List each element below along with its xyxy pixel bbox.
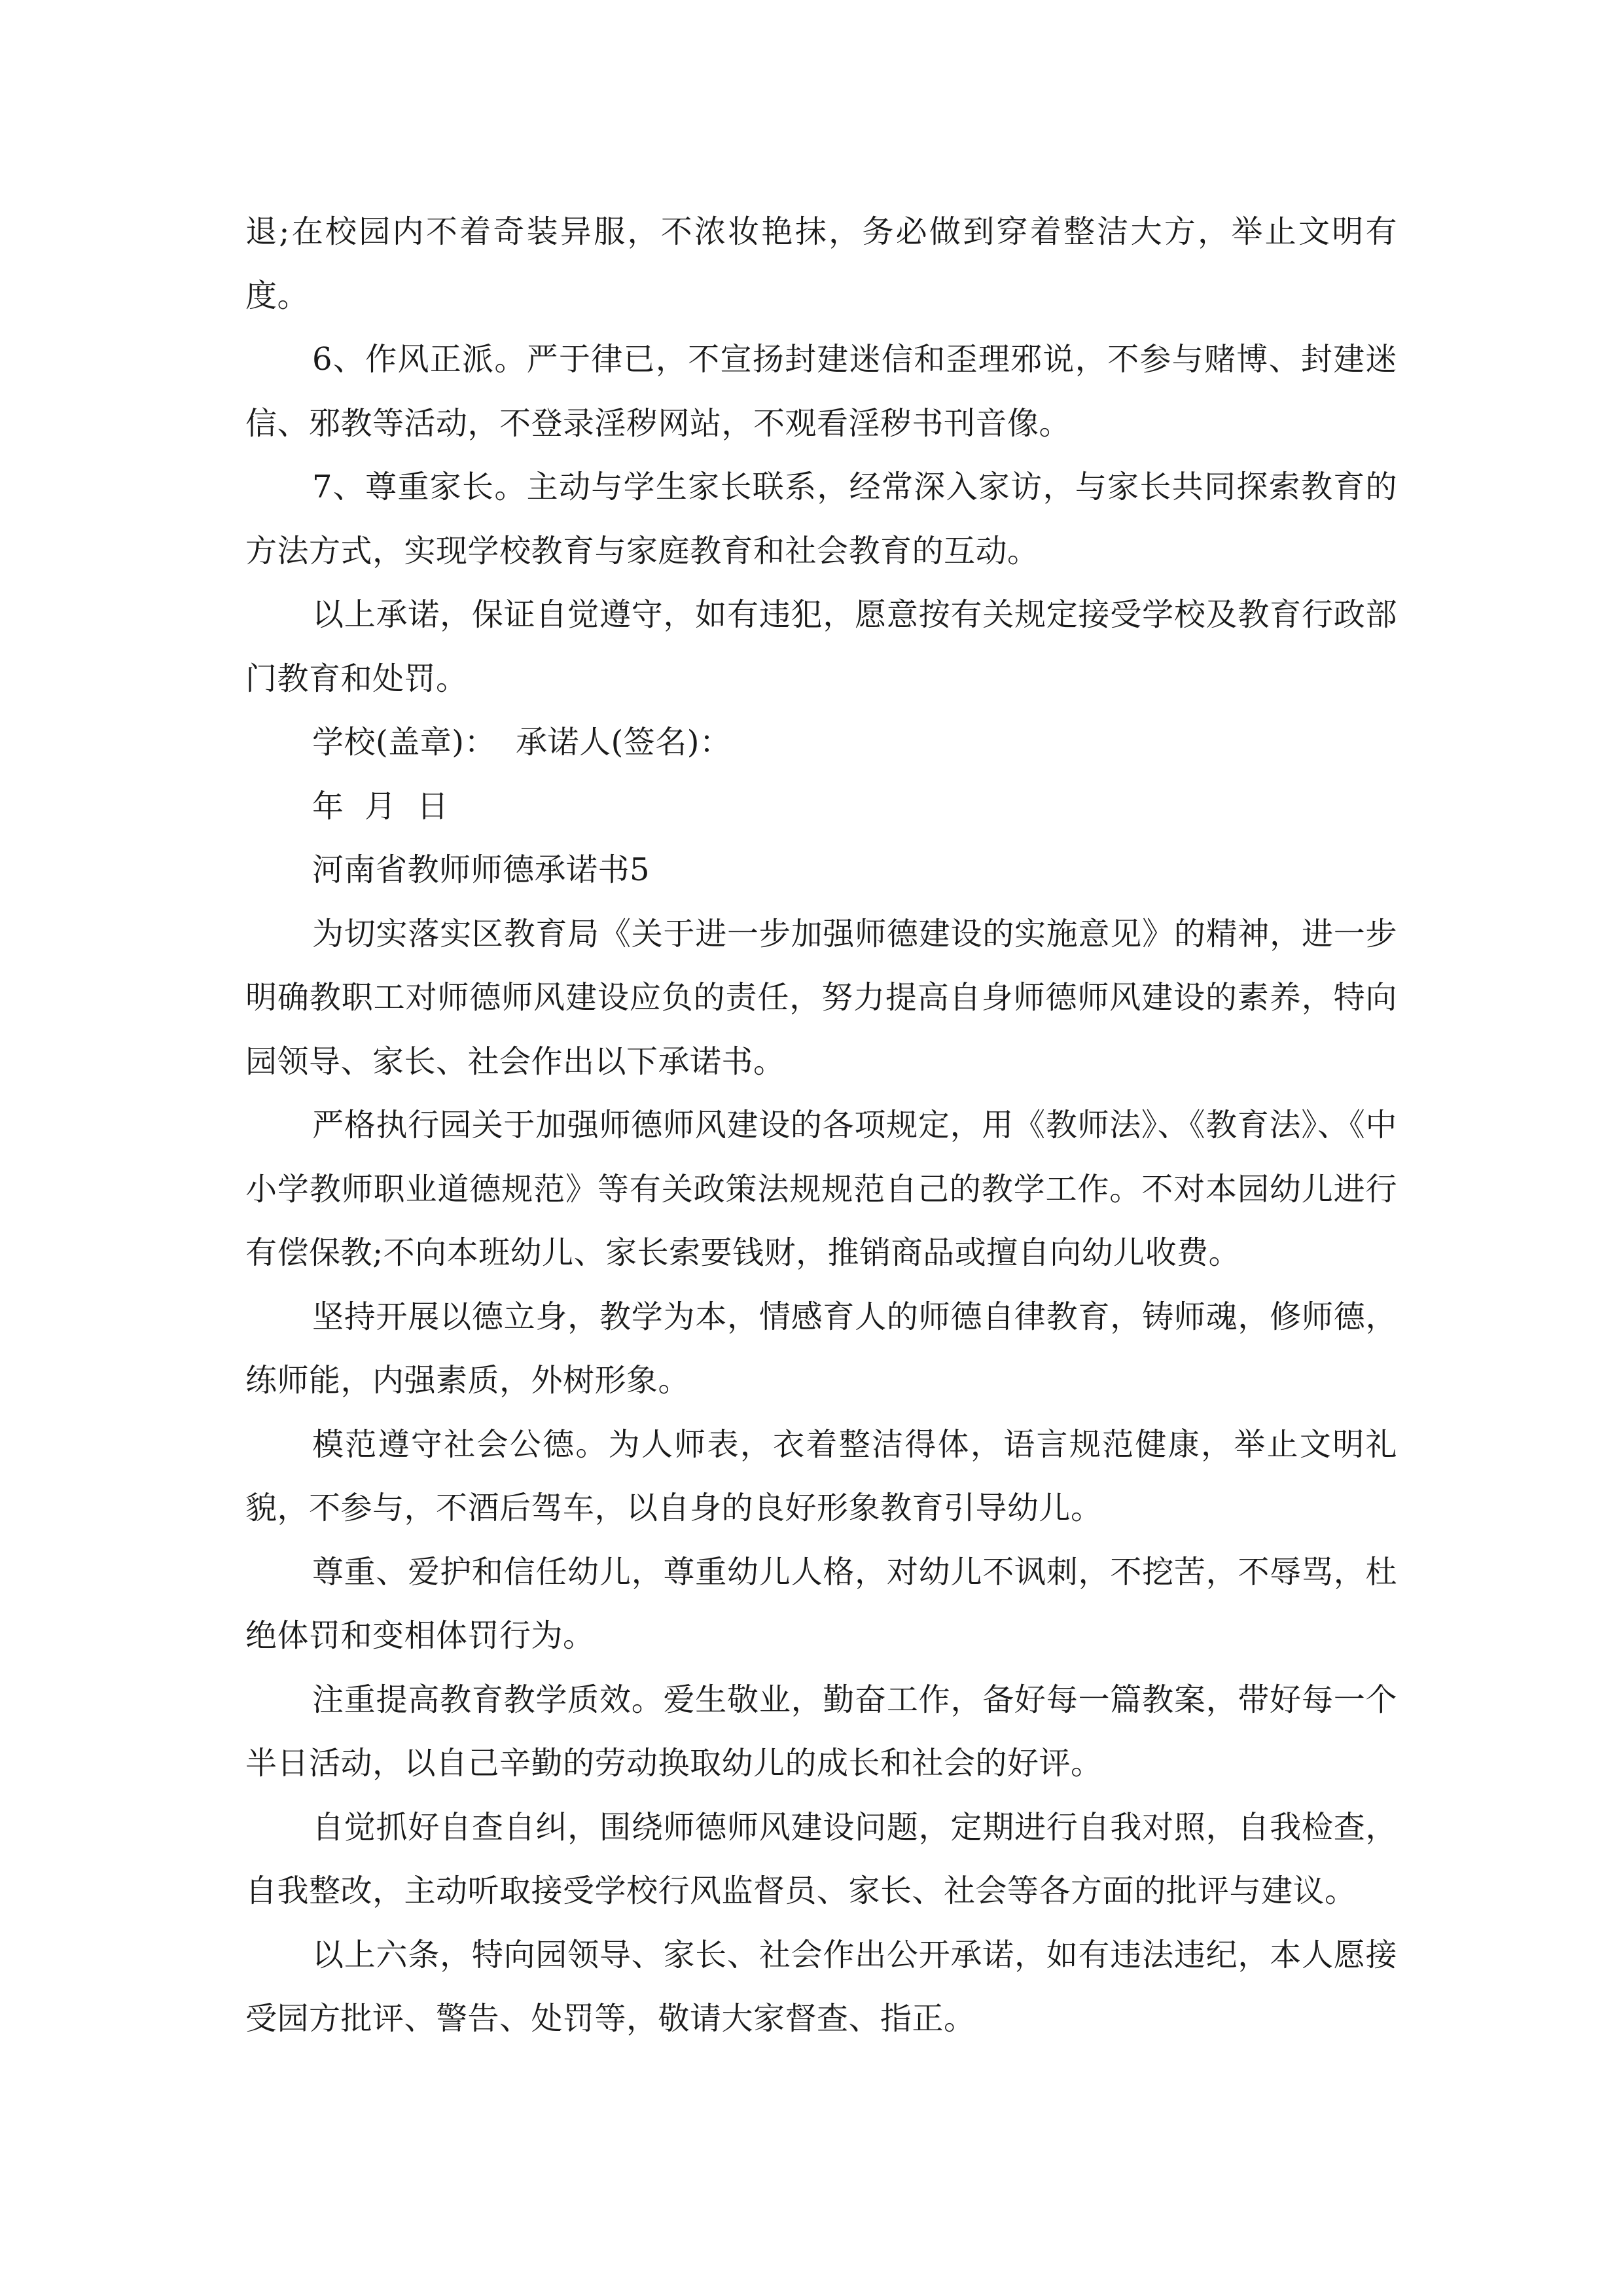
signature-line (245, 711, 1397, 775)
document-body (245, 200, 1397, 2051)
paragraph-rule-2: 坚持开展以德立身，教学为本，情感育人的师德自律教育，铸师魂，修师德，练师能，内强素质，外树形象。 (245, 1298, 1397, 1399)
paragraph-rule-5: 注重提高教育教学质效。爱生敬业，勤奋工作，备好每一篇教案，带好每一个半日活动，以自己辛勤的劳动换取幼儿的成长和社会的好评。 (245, 1681, 1397, 1782)
date-line: 年 月 日 (312, 787, 449, 825)
section-title: 河南省教师师德承诺书5 (312, 852, 651, 888)
paragraph-pledge: 以上承诺，保证自觉遵守，如有违犯，愿意按有关规定接受学校及教育行政部门教育和处罚。 (245, 596, 1397, 697)
paragraph-rule-3: 模范遵守社会公德。为人师表，衣着整洁得体，语言规范健康，举止文明礼貌，不参与，不酒后驾车，以自身的良好形象教育引导幼儿。 (245, 1426, 1397, 1526)
paragraph-intro: 为切实落实区教育局《关于进一步加强师德建设的实施意见》的精神，进一步明确教职工对师德师风建设应负的责任，努力提高自身师德师风建设的素养，特向园领导、家长、社会作出以下承诺书。 (245, 915, 1397, 1080)
paragraph-closing: 以上六条，特向园领导、家长、社会作出公开承诺，如有违法违纪，本人愿接受园方批评、警告、处罚等，敬请大家督查、指正。 (245, 1936, 1397, 2037)
paragraph-rule-1: 严格执行园关于加强师德师风建设的各项规定，用《教师法》、《教育法》、《中小学教师职业道德规范》等有关政策法规规范自己的教学工作。不对本园幼儿进行有偿保教;不向本班幼儿、家长索要钱财，推销商品或擅自向幼儿收费。 (245, 1107, 1397, 1271)
paragraph-item-6: 6、作风正派。严于律已，不宣扬封建迷信和歪理邪说，不参与赌博、封建迷信、邪教等活动，不登录淫秽网站，不观看淫秽书刊音像。 (245, 341, 1397, 442)
paragraph-item-7: 7、尊重家长。主动与学生家长联系，经常深入家访，与家长共同探索教育的方法方式，实现学校教育与家庭教育和社会教育的互动。 (245, 469, 1397, 569)
pledger-signature-label: 承诺人(签名)： (515, 724, 732, 761)
school-seal-label: 学校(盖章)： (312, 724, 496, 761)
paragraph-rule-6: 自觉抓好自查自纠，围绕师德师风建设问题，定期进行自我对照，自我检查，自我整改，主动听取接受学校行风监督员、家长、社会等各方面的批评与建议。 (245, 1808, 1397, 1909)
paragraph-continuation: 退;在校园内不着奇装异服，不浓妆艳抹，务必做到穿着整洁大方，举止文明有度。 (245, 213, 1397, 314)
paragraph-rule-4: 尊重、爱护和信任幼儿，尊重幼儿人格，对幼儿不讽刺，不挖苦，不辱骂，杜绝体罚和变相体罚行为。 (245, 1553, 1397, 1654)
